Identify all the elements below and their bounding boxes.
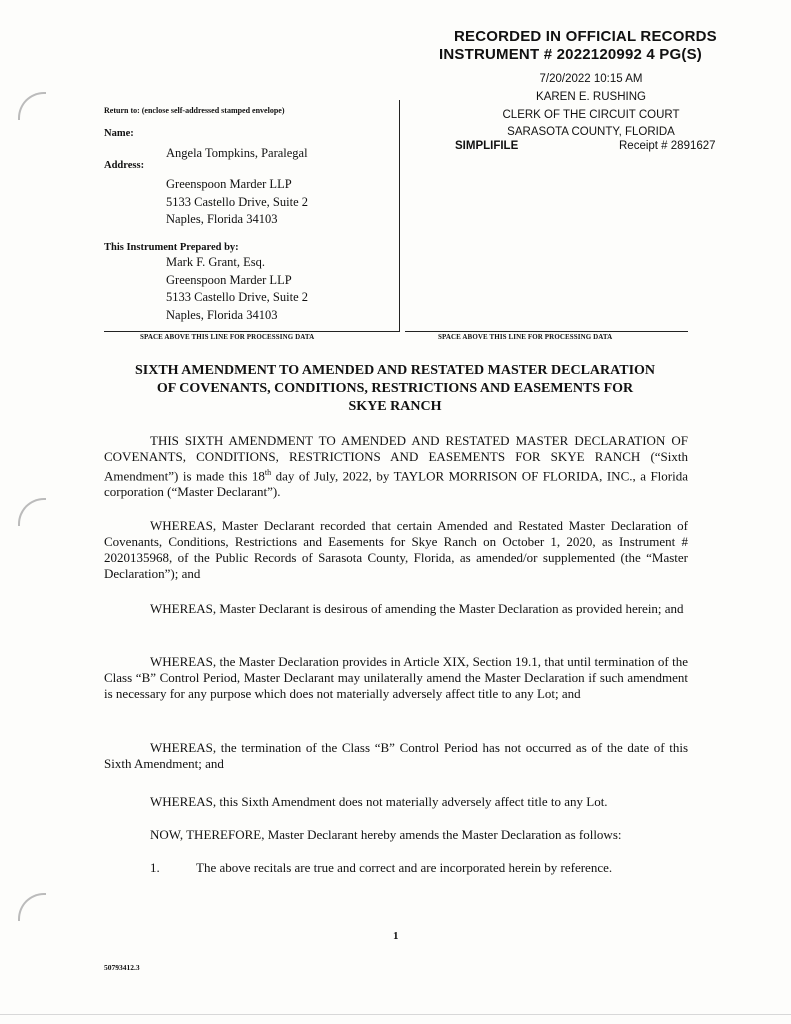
ordinal-suffix: th: [264, 468, 272, 477]
title-line: SIXTH AMENDMENT TO AMENDED AND RESTATED MASTER DECLARATION: [134, 363, 656, 378]
document-id: 50793412.3: [104, 963, 140, 972]
address-label: Address:: [104, 160, 145, 171]
prepared-by-address: [166, 254, 308, 324]
document-title: [130, 362, 660, 416]
now-therefore-paragraph: NOW, THEREFORE, Master Declarant hereby amends the Master Declaration as follows:: [150, 827, 622, 842]
whereas-paragraph-1: WHEREAS, Master Declarant recorded that certain Amended and Restated Master Declaration of Covenants, Conditions, Restrictions and Easements for Skye Ranch on October 1, 2020, as Instrument # 2020135968, of the Public Records of Sarasota County, Florida, as amended/or supplemented (the “Master Declaration”); and: [104, 518, 688, 581]
preparer-line: 5133 Castello Drive, Suite 2: [166, 290, 308, 304]
recording-clerk-name: KAREN E. RUSHING: [536, 91, 646, 103]
processing-space-label-left: SPACE ABOVE THIS LINE FOR PROCESSING DATA: [140, 333, 315, 341]
scan-edge: [0, 1014, 791, 1015]
processing-rule-right: [405, 331, 688, 332]
recording-header-line2: INSTRUMENT # 2022120992 4 PG(S): [439, 46, 702, 63]
intro-text: THIS SIXTH AMENDMENT TO AMENDED AND RESTATED MASTER DECLARATION OF COVENANTS, CONDITIONS, RESTRICTIONS AND EASEMENTS FOR SKYE RANCH (“Sixth Amendment”) is made this 18: [104, 433, 688, 484]
address-line: Greenspoon Marder LLP: [166, 177, 292, 191]
title-line: OF COVENANTS, CONDITIONS, RESTRICTIONS AND EASEMENTS FOR: [156, 381, 634, 396]
column-divider: [399, 100, 400, 332]
whereas-paragraph-4: WHEREAS, the termination of the Class “B” Control Period has not occurred as of the date of this Sixth Amendment; and: [104, 740, 688, 771]
item-number: 1.: [150, 860, 160, 875]
punch-hole-mark: [18, 498, 46, 526]
title-line: SKYE RANCH: [348, 399, 442, 414]
whereas-paragraph-5: WHEREAS, this Sixth Amendment does not materially adversely affect title to any Lot.: [150, 794, 608, 809]
processing-space-label-right: SPACE ABOVE THIS LINE FOR PROCESSING DATA: [438, 333, 613, 341]
page-number: 1: [393, 930, 399, 942]
recording-service: SIMPLIFILE: [455, 140, 519, 152]
return-to-address: [166, 176, 308, 229]
preparer-line: Naples, Florida 34103: [166, 307, 278, 322]
return-to-name: Angela Tompkins, Paralegal: [166, 146, 308, 160]
intro-paragraph: [104, 433, 688, 500]
intro-text-continued: day of July, 2022, by TAYLOR MORRISON OF FLORIDA, INC., a Florida corporation (“Master Declarant”).: [104, 468, 689, 500]
processing-rule-left: [104, 331, 400, 332]
preparer-line: Greenspoon Marder LLP: [166, 272, 292, 287]
return-to-label: Return to: (enclose self-addressed stamped envelope): [104, 106, 285, 115]
address-line: Naples, Florida 34103: [166, 212, 278, 226]
punch-hole-mark: [18, 92, 46, 120]
recording-header-line1: RECORDED IN OFFICIAL RECORDS: [454, 28, 717, 45]
recording-datetime: 7/20/2022 10:15 AM: [539, 73, 643, 85]
item-1-text: The above recitals are true and correct and are incorporated herein by reference.: [196, 860, 613, 875]
address-line: 5133 Castello Drive, Suite 2: [166, 194, 308, 209]
whereas-paragraph-3: WHEREAS, the Master Declaration provides in Article XIX, Section 19.1, that until termination of the Class “B” Control Period, Master Declarant may unilaterally amend the Master Declaration if such amendment is necessary for any purpose which does not materially adversely affect title to any Lot; and: [104, 654, 688, 701]
punch-hole-mark: [18, 893, 46, 921]
prepared-by-label: This Instrument Prepared by:: [104, 242, 239, 253]
whereas-paragraph-2: WHEREAS, Master Declarant is desirous of amending the Master Declaration as provided herein; and: [150, 601, 684, 616]
name-label: Name:: [104, 128, 134, 139]
recording-clerk-title: CLERK OF THE CIRCUIT COURT: [502, 109, 680, 121]
recording-county: SARASOTA COUNTY, FLORIDA: [507, 126, 675, 138]
preparer-line: Mark F. Grant, Esq.: [166, 255, 265, 269]
recording-receipt: Receipt # 2891627: [619, 140, 716, 152]
